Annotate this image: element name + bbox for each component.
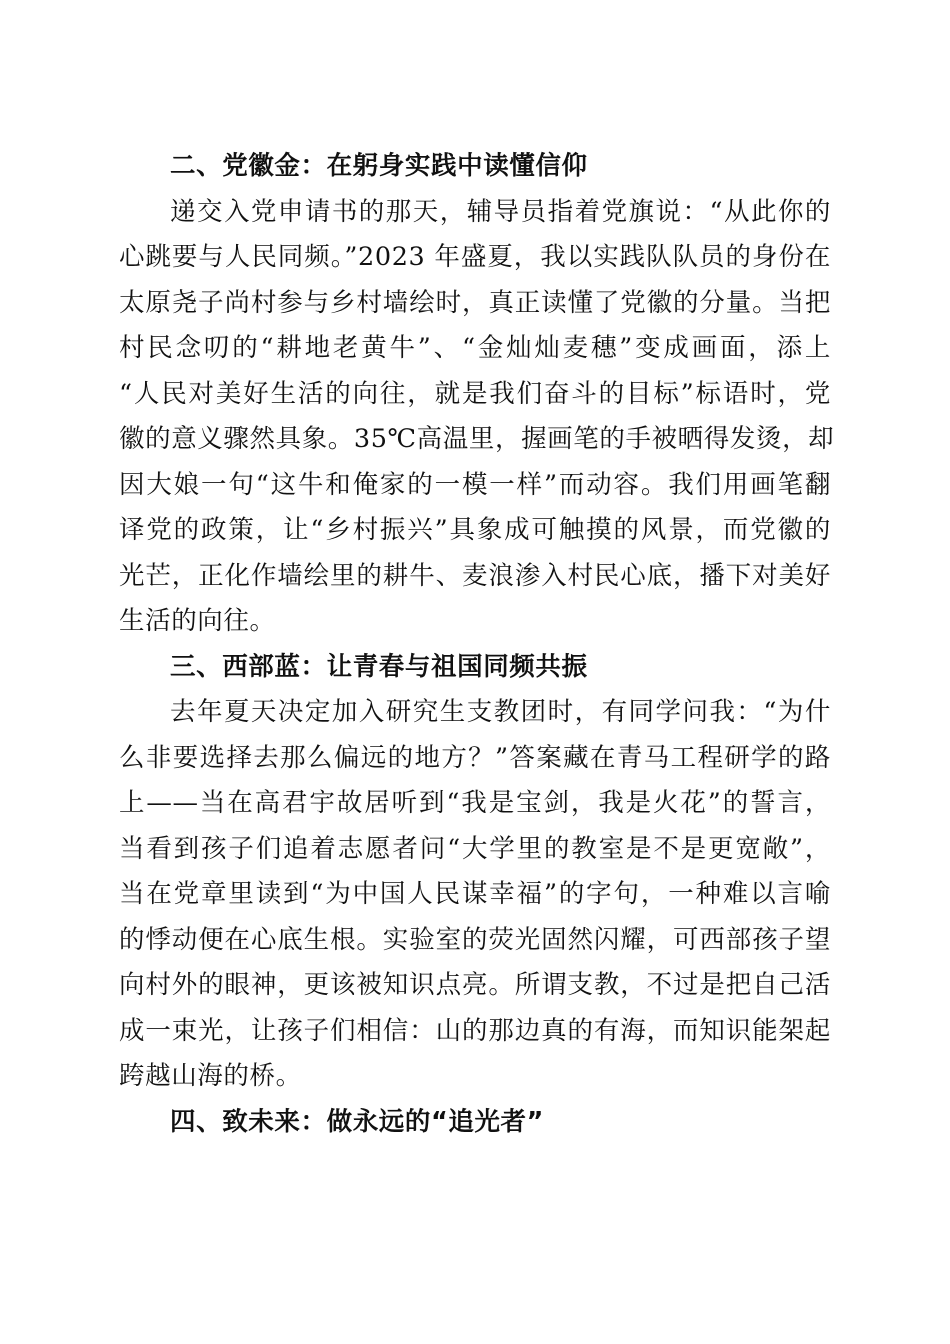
text-line: 递交入党申请书的那天，辅导员指着党旗说：“从此你的 — [170, 196, 831, 227]
paragraph-western-blue — [119, 690, 831, 1100]
section-heading-future: 四、致未来：做永远的“追光者” — [170, 1106, 545, 1137]
text-line: 心跳要与人民同频。”2023 年盛夏，我以实践队队员的身份在 — [119, 242, 831, 272]
text-line: 上——当在高君宇故居听到“我是宝剑，我是火花”的誓言， — [119, 788, 831, 818]
text-line: 译党的政策，让“乡村振兴”具象成可触摸的风景，而党徽的 — [119, 515, 831, 545]
text-line: 村民念叨的“耕地老黄牛”、“金灿灿麦穗”变成画面，添上 — [119, 333, 831, 363]
text-line: 徽的意义骤然具象。35℃高温里，握画笔的手被晒得发烫，却 — [119, 424, 835, 454]
text-line: 生活的向往。 — [119, 606, 276, 636]
text-line: 因大娘一句“这牛和俺家的一模一样”而动容。我们用画笔翻 — [119, 469, 831, 500]
text-line: 向村外的眼神，更该被知识点亮。所谓支教，不过是把自己活 — [119, 970, 831, 1000]
section-heading-party-emblem: 二、党徽金：在躬身实践中读懂信仰 — [170, 151, 588, 181]
text-line: 太原尧子尚村参与乡村墙绘时，真正读懂了党徽的分量。当把 — [119, 287, 831, 318]
text-line: 当在党章里读到“为中国人民谋幸福”的字句，一种难以言喻 — [119, 879, 831, 909]
section-heading-western-blue: 三、西部蓝：让青春与祖国同频共振 — [170, 651, 588, 682]
text-line: 当看到孩子们追着志愿者问“大学里的教室是不是更宽敞”， — [119, 833, 831, 864]
text-line: 跨越山海的桥。 — [119, 1061, 302, 1091]
document-body — [119, 144, 835, 1145]
text-line: 去年夏天决定加入研究生支教团时，有同学问我：“为什 — [170, 697, 831, 727]
paragraph-party-emblem — [119, 190, 835, 645]
text-line: 光芒，正化作墙绘里的耕牛、麦浪渗入村民心底，播下对美好 — [119, 560, 831, 591]
text-line: 的悸动便在心底生根。实验室的荧光固然闪耀，可西部孩子望 — [119, 924, 831, 955]
text-line: “人民对美好生活的向往，就是我们奋斗的目标”标语时，党 — [119, 378, 831, 409]
text-line: 成一束光，让孩子们相信：山的那边真的有海，而知识能架起 — [119, 1015, 831, 1046]
text-line: 么非要选择去那么偏远的地方？”答案藏在青马工程研学的路 — [119, 742, 831, 773]
